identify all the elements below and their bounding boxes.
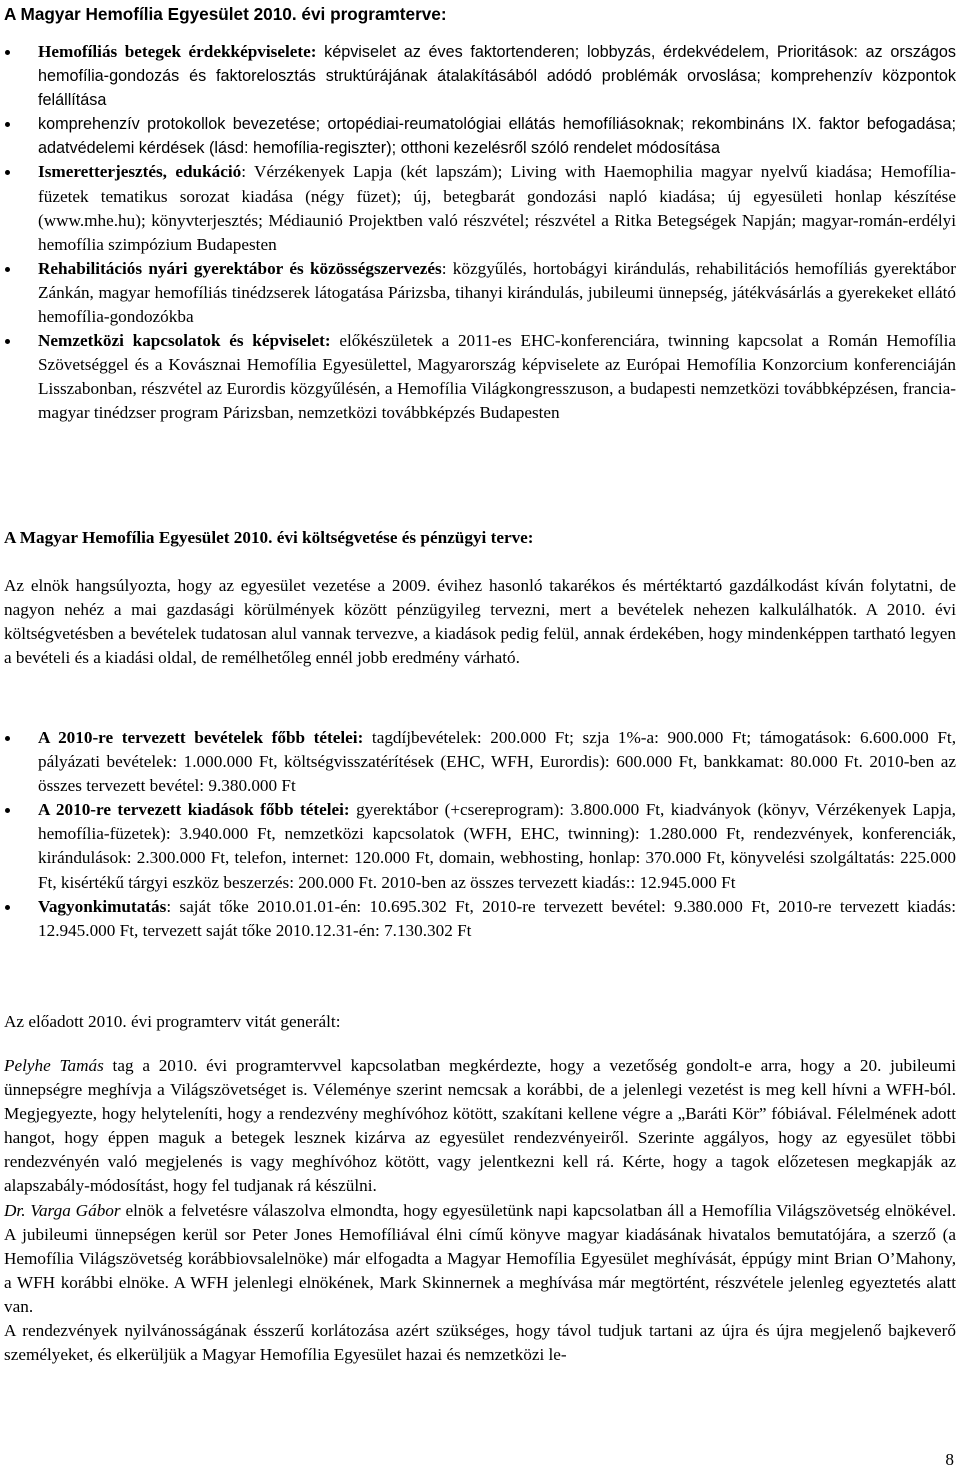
discussion-paragraph — [4, 1199, 956, 1319]
list-item — [4, 726, 956, 798]
item-text: komprehenzív protokollok bevezetése; ortopédiai-reumatológiai ellátás hemofíliásoknak; rekombináns IX. faktor befogadása; adatvédelemi kérdések (lásd: hemofília-regiszter); otthoni kezelésről szóló rendelet módosítása — [38, 115, 956, 158]
paragraph-text: tag a 2010. évi programtervvel kapcsolatban megkérdezte, hogy a vezetőség gondolt-e arra, hogy a 20. jubileumi ünnepségre meghívja a Világszövetséget is. Véleménye szerint nemcsak a korábbi, de a jelenlegi vezetést is meg kell hívni a WFH-ból. Megjegyezte, hogy helyteleníti, hogy a rendezvény meghívóhoz kötött, szakítani kellene végre a „Baráti Kör” fóbiával. Félelmének adott hangot, hogy éppen maguk a betegek lesznek kizárva az egyesület rendezvényeiről. Szerinte aggályos, hogy az egyesület többi rendezvényén való megjelenés is vagy meghívóhoz kötött, vagy jelentkezni kell rá. Kérte, hogy a tagok előzetesen megkapják az alapszabály-módosítást, hogy fel tudjanak rá készülni. — [4, 1056, 956, 1196]
item-text: képviselet az éves faktortenderen; lobbyzás, érdekvédelem, Prioritások: az országos hemofília-gondozás és faktorelosztás struktúrájának átalakításából adódó problémák orvoslása; komprehenzív központok felállítása — [38, 43, 956, 110]
budget-intro: Az elnök hangsúlyozta, hogy az egyesület vezetése a 2009. évihez hasonló takarékos és mértéktartó gazdálkodást kíván folytatni, de nagyon nehéz a mai gazdasági körülmények között pénzügyileg tervezni, mert a bevételek nehezen kalkulálhatók. A 2010. évi költségvetésben a bevételek tudatosan alul vannak tervezve, a kiadások pedig felül, annak érdekében, hogy mindenképpen tartható legyen a bevételi és a kiadási oldal, de remélhetőleg ennél jobb eredmény várható. — [4, 576, 956, 668]
item-lead: Rehabilitációs nyári gyerektábor és közösségszervezés — [38, 258, 442, 278]
discussion — [4, 1054, 956, 1367]
paragraph-text: elnök a felvetésre válaszolva elmondta, hogy egyesületünk napi kapcsolatban áll a Hemofília Világszövetség elnökével. A jubileumi ünnepségen kerül sor Peter Jones Hemofíliával élni című könyve magyar kiadásának hivatalos bemutatójára, a szerző (a Hemofília Világszövetség korábbiovsalelnöke) már elfogadta a Magyar Hemofília Egyesület meghívását, éppúgy mint Brian O’Mahony, a WFH korábbi elnöke. A WFH jelenlegi elnökének, Mark Skinnernek a meghívása már megtörtént, részvétele jelenleg egyeztetés alatt van. — [4, 1200, 956, 1316]
list-item — [4, 895, 956, 943]
list-item — [4, 160, 956, 256]
item-text: tagdíjbevételek: 200.000 Ft; szja 1%-a: 900.000 Ft; támogatások: 6.600.000 Ft, pályázati bevételek: 1.000.000 Ft, költségvisszatérítések (EHC, WFH, Eurordis): 600.000 Ft, bankkamat: 80.000 Ft. 2010-ben az összes tervezett bevétel: 9.380.000 Ft — [38, 728, 956, 796]
list-item — [4, 112, 956, 160]
item-text: : közgyűlés, hortobágyi kirándulás, rehabilitációs hemofíliás gyerektábor Zánkán, magyar hemofíliás tinédzserek látogatása Párizsba, tihanyi kirándulás, jubileumi ünnepség, játékvásárlás a gyerekeket ellátó hemofília-gondozókba — [38, 258, 956, 327]
item-lead: A 2010-re tervezett kiadások főbb tételei: — [38, 800, 350, 820]
item-text: előkészületek a 2011-es EHC-konferenciára, twinning kapcsolat a Román Hemofília Szövetséggel és a Kovásznai Hemofília Egyesülettel, Magyarország képviselete az Európai Hemofília Konzorcium konferenciáján Lisszabonban, részvétel az Eurordis közgyűlésén, a Hemofília Világkongresszuson, a budapesti nemzetközi továbbképzésen, francia-magyar tinédzser program Párizsban, nemzetközi továbbképzés Budapesten — [38, 331, 956, 423]
speaker-name: Pelyhe Tamás — [4, 1056, 104, 1075]
item-lead: Hemofíliás betegek érdekképviselete: — [38, 42, 317, 61]
page-number: 8 — [945, 1450, 954, 1469]
list-item — [4, 257, 956, 329]
budget-list — [4, 726, 956, 943]
debate-intro: Az előadott 2010. évi programterv vitát generált: — [4, 1012, 341, 1031]
item-text: gyerektábor (+csereprogram): 3.800.000 Ft, kiadványok (könyv, Vérzékenyek Lapja, hemofília-füzetek): 3.940.000 Ft, nemzetközi kapcsolatok (WFH, EHC, twinning): 1.280.000 Ft, rendezvények, konferenciák, kirándulások: 2.300.000 Ft, telefon, internet: 120.000 Ft, domain, webhosting, honlap: 370.000 Ft, könyvelési szolgáltatás: 225.000 Ft, kisértékű tárgyi eszköz beszerzés: 200.000 Ft. 2010-ben az összes tervezett kiadás:: 12.945.000 Ft — [38, 800, 956, 892]
list-item — [4, 40, 956, 112]
speaker-name: Dr. Varga Gábor — [4, 1200, 121, 1220]
discussion-paragraph — [4, 1054, 956, 1199]
programme-list — [4, 40, 956, 426]
discussion-paragraph — [4, 1319, 956, 1367]
list-item — [4, 329, 956, 425]
paragraph-text: A rendezvények nyilvánosságának ésszerű korlátozása azért szükséges, hogy távol tudjuk tartani az újra és újra megjelenő bajkeverő személyeket, és elkerüljük a Magyar Hemofília Egyesület hazai és nemzetközi le- — [4, 1321, 956, 1365]
item-text: : Vérzékenyek Lapja (két lapszám); Living with Haemophilia magyar nyelvű kiadása; Hemofília-füzetek tematikus sorozat kiadása (négy füzet); új, betegbarát gondozási napló kiadása; új egyesületi honlap készítése (www.mhe.hu); könyvterjesztés; Médiaunió Projektben való részvétel; részvétel a Ritka Betegségek Napján; magyar-román-erdélyi hemofília szimpózium Budapesten — [38, 162, 956, 254]
item-lead: Nemzetközi kapcsolatok és képviselet: — [38, 331, 331, 351]
item-lead: Vagyonkimutatás — [38, 896, 167, 916]
list-item — [4, 798, 956, 894]
item-lead: Ismeretterjesztés, edukáció — [38, 162, 242, 182]
item-lead: A 2010-re tervezett bevételek főbb tételei: — [38, 728, 364, 747]
budget-heading: A Magyar Hemofília Egyesület 2010. évi költségvetése és pénzügyi terve: — [4, 528, 534, 547]
programme-heading: A Magyar Hemofília Egyesület 2010. évi programterve: — [4, 4, 447, 24]
item-text: : saját tőke 2010.01.01-én: 10.695.302 Ft, 2010-re tervezett bevétel: 9.380.000 Ft, 2010-re tervezett kiadás: 12.945.000 Ft, tervezett saját tőke 2010.12.31-én: 7.130.302 Ft — [38, 896, 956, 940]
